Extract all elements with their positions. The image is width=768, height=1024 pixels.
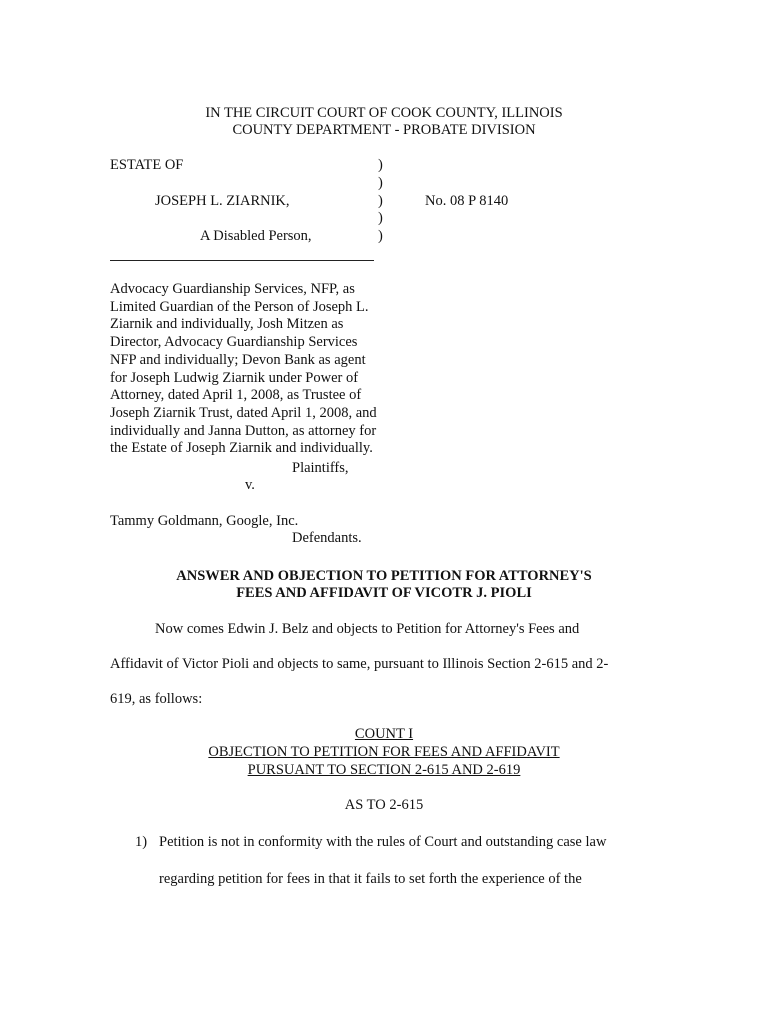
intro-line: Affidavit of Victor Pioli and objects to same, pursuant to Illinois Section 2-615 and 2- xyxy=(110,656,609,672)
plaintiffs-label: Plaintiffs, xyxy=(292,460,349,476)
caption-paren: ) xyxy=(378,210,383,226)
defendants-label: Defendants. xyxy=(292,530,362,546)
case-number: No. 08 P 8140 xyxy=(425,193,509,209)
plaintiff-line: Director, Advocacy Guardianship Services xyxy=(110,334,358,351)
caption-paren: ) xyxy=(378,193,383,209)
defendants-names: Tammy Goldmann, Google, Inc. xyxy=(110,513,299,529)
plaintiff-line: NFP and individually; Devon Bank as agent xyxy=(110,351,366,368)
count-title-line2: PURSUANT TO SECTION 2-615 AND 2-619 xyxy=(247,762,521,778)
plaintiff-line: the Estate of Joseph Ziarnik and individually. xyxy=(110,440,373,457)
caption-disabled-person: A Disabled Person, xyxy=(200,228,312,244)
caption-paren: ) xyxy=(378,157,383,173)
court-name: IN THE CIRCUIT COURT OF COOK COUNTY, ILLINOIS xyxy=(205,105,563,121)
paragraph-line: regarding petition for fees in that it fails to set forth the experience of the xyxy=(159,871,582,887)
court-division: COUNTY DEPARTMENT - PROBATE DIVISION xyxy=(232,122,536,138)
plaintiff-line: Joseph Ziarnik Trust, dated April 1, 2008, and xyxy=(110,404,377,421)
plaintiff-line: for Joseph Ludwig Ziarnik under Power of xyxy=(110,369,359,386)
caption-person-name: JOSEPH L. ZIARNIK, xyxy=(155,193,290,209)
intro-line: 619, as follows: xyxy=(110,691,203,707)
count-subheading: AS TO 2-615 xyxy=(344,797,424,813)
plaintiff-line: Limited Guardian of the Person of Joseph L. xyxy=(110,298,369,315)
plaintiff-line: Attorney, dated April 1, 2008, as Trustee of xyxy=(110,387,362,404)
plaintiff-line: Ziarnik and individually, Josh Mitzen as xyxy=(110,316,344,333)
count-title: OBJECTION TO PETITION FOR FEES AND AFFIDAVIT xyxy=(208,744,560,760)
document-title: ANSWER AND OBJECTION TO PETITION FOR ATTORNEY'S xyxy=(176,568,592,584)
caption-paren: ) xyxy=(378,175,383,191)
plaintiff-line: Advocacy Guardianship Services, NFP, as xyxy=(110,281,355,297)
caption-divider xyxy=(110,260,374,261)
plaintiff-line: individually and Janna Dutton, as attorney for xyxy=(110,422,377,439)
caption-estate-of: ESTATE OF xyxy=(110,157,184,173)
versus-label: v. xyxy=(245,477,255,493)
caption-paren: ) xyxy=(378,228,383,244)
paragraph-line: Petition is not in conformity with the rules of Court and outstanding case law xyxy=(159,834,607,850)
count-heading: COUNT I xyxy=(354,726,414,742)
paragraph-number: 1) xyxy=(135,834,148,850)
intro-line: Now comes Edwin J. Belz and objects to Petition for Attorney's Fees and xyxy=(155,621,580,637)
document-title-line2: FEES AND AFFIDAVIT OF VICOTR J. PIOLI xyxy=(236,585,532,601)
